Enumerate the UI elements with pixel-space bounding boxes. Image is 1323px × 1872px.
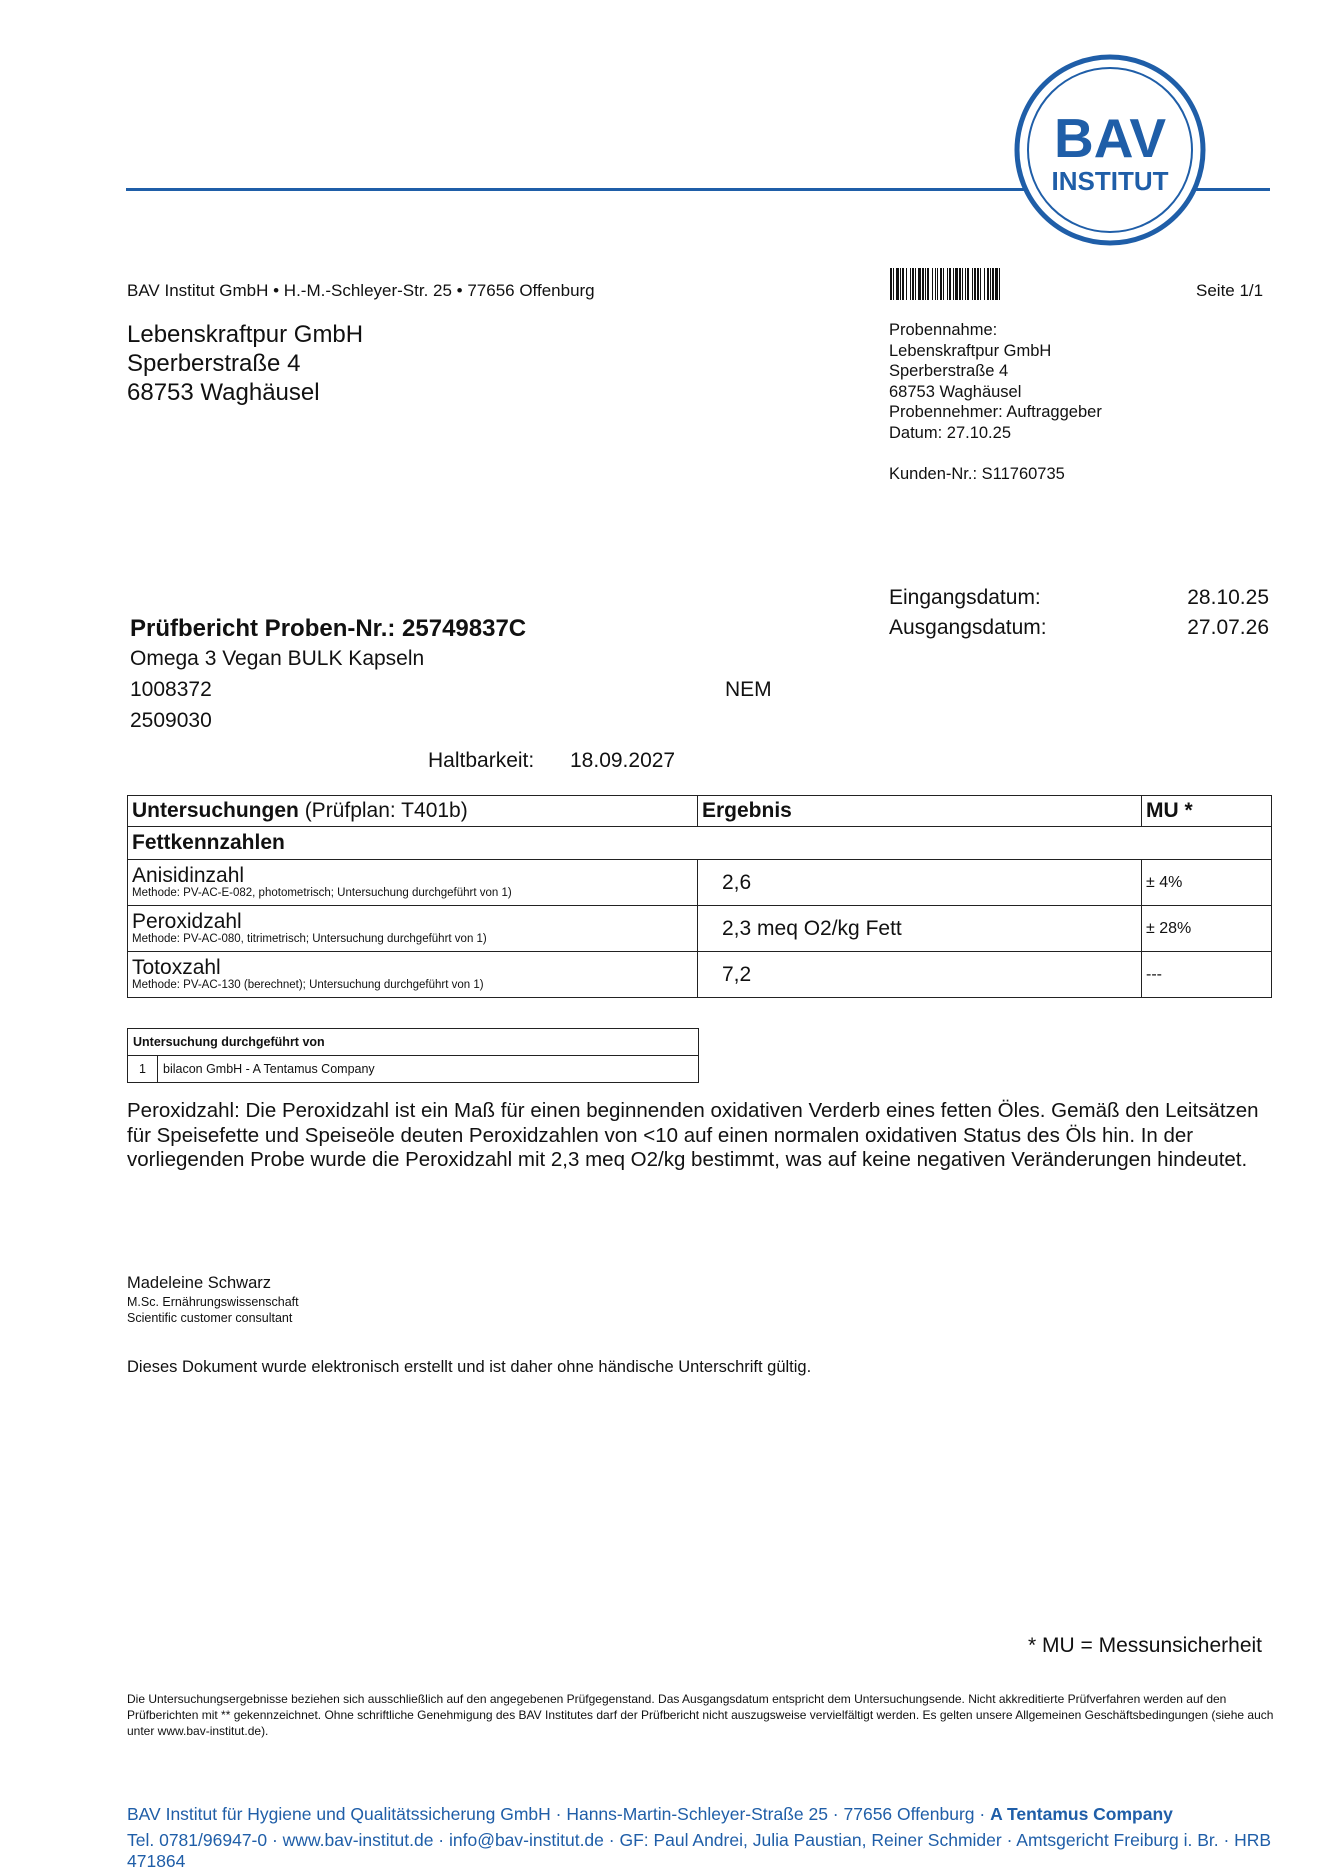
results-table bbox=[127, 795, 1272, 998]
mu-value: ± 4% bbox=[1142, 860, 1272, 906]
recipient-line: Lebenskraftpur GmbH bbox=[127, 321, 364, 348]
result-value: 2,6 bbox=[698, 860, 1142, 906]
barcode-bar bbox=[987, 268, 989, 300]
report-title: Prüfbericht Proben-Nr.: 25749837C bbox=[130, 615, 527, 642]
header-mu: MU * bbox=[1142, 796, 1272, 827]
signer-name: Madeleine Schwarz bbox=[127, 1274, 271, 1292]
barcode-bar bbox=[980, 268, 981, 300]
sampling-line: 68753 Waghäusel bbox=[889, 382, 1022, 401]
table-row bbox=[128, 952, 1272, 998]
disclaimer: Die Untersuchungsergebnisse beziehen sich ausschließlich auf den angegebenen Prüfgegenstand. Das Ausgangsdatum entspricht dem Untersuchungsende. Nicht akkreditierte Prüfverfahren werden auf den Prüfberichten mit ** gekennzeichnet. Ohne schriftliche Genehmigung des BAV Institutes darf der Prüfbericht nicht auszugsweise vervielfältigt werden. Es gelten unsere Allgemeinen Geschäftsbedingungen (siehe auch unter www.bav-institut.de). bbox=[127, 1692, 1274, 1738]
barcode-bar bbox=[937, 268, 938, 300]
sampling-line: Sperberstraße 4 bbox=[889, 362, 1009, 380]
footer-company: BAV Institut für Hygiene und Qualitätssicherung GmbH · Hanns-Martin-Schleyer-Straße 25 · 77656 Offenburg · bbox=[127, 1804, 991, 1824]
lab-number: 1 bbox=[128, 1056, 158, 1083]
barcode-bar bbox=[943, 268, 944, 300]
footer-line-1 bbox=[127, 1804, 1173, 1825]
barcode-bar bbox=[922, 268, 924, 300]
parameter-method: Methode: PV-AC-E-082, photometrisch; Untersuchung durchgeführt von 1) bbox=[132, 887, 512, 899]
barcode-bar bbox=[967, 268, 969, 300]
recipient-line: 68753 Waghäusel bbox=[127, 379, 320, 406]
group-row bbox=[128, 827, 1272, 860]
header-exam bbox=[128, 796, 698, 827]
sampling-line: Probennehmer: Auftraggeber bbox=[889, 403, 1102, 421]
sampling-line: Datum: 27.10.25 bbox=[889, 423, 1011, 442]
barcode-bar bbox=[927, 268, 929, 300]
bav-logo bbox=[1012, 52, 1208, 248]
sampling-info bbox=[889, 320, 1102, 443]
mu-definition: * MU = Messunsicherheit bbox=[1028, 1634, 1263, 1657]
table-row bbox=[128, 1056, 699, 1083]
barcode bbox=[890, 268, 1116, 300]
batch-code: 2509030 bbox=[130, 709, 212, 732]
shelf-life-label: Haltbarkeit: bbox=[428, 749, 535, 772]
header-plan: (Prüfplan: T401b) bbox=[304, 799, 468, 822]
page-number: Seite 1/1 bbox=[1196, 281, 1264, 300]
table-row bbox=[128, 906, 1272, 952]
barcode-bar bbox=[906, 268, 907, 300]
header-result: Ergebnis bbox=[698, 796, 1142, 827]
shelf-life-value: 18.09.2027 bbox=[570, 749, 676, 772]
barcode-bar bbox=[918, 268, 921, 300]
barcode-bar bbox=[977, 268, 979, 300]
recipient-address bbox=[127, 320, 363, 407]
barcode-bar bbox=[955, 268, 958, 300]
barcode-bar bbox=[893, 268, 894, 300]
header-exam-label: Untersuchungen bbox=[132, 799, 299, 822]
signer-title: M.Sc. Ernährungswissenschaft bbox=[127, 1295, 299, 1309]
product-category: NEM bbox=[725, 678, 772, 701]
parameter-method: Methode: PV-AC-080, titrimetrisch; Untersuchung durchgeführt von 1) bbox=[132, 933, 487, 945]
footer-brand: A Tentamus Company bbox=[990, 1804, 1173, 1824]
signer-details bbox=[127, 1294, 299, 1326]
parameter-cell bbox=[128, 860, 698, 906]
result-value: 2,3 meq O2/kg Fett bbox=[698, 906, 1142, 952]
sender-line: BAV Institut GmbH • H.-M.-Schleyer-Str. 25 • 77656 Offenburg bbox=[127, 281, 595, 300]
barcode-bar bbox=[915, 268, 916, 300]
barcode-bar bbox=[947, 268, 948, 300]
table-row bbox=[128, 860, 1272, 906]
barcode-bar bbox=[940, 268, 942, 300]
mu-value: ± 28% bbox=[1142, 906, 1272, 952]
electronic-notice: Dieses Dokument wurde elektronisch erstellt und ist daher ohne händische Unterschrift gültig. bbox=[127, 1358, 812, 1376]
product-name: Omega 3 Vegan BULK Kapseln bbox=[130, 647, 425, 670]
barcode-bar bbox=[992, 268, 994, 300]
barcode-bar bbox=[999, 268, 1000, 300]
parameter-name: Totoxzahl bbox=[132, 956, 221, 979]
parameter-name: Anisidinzahl bbox=[132, 864, 245, 887]
issue-date-value: 27.07.26 bbox=[1187, 616, 1269, 639]
interpretation-note: Peroxidzahl: Die Peroxidzahl ist ein Maß für einen beginnenden oxidativen Verderb eines fetten Öles. Gemäß den Leitsätzen für Speisefette und Speiseöle deuten Peroxidzahlen von <10 auf einen normalen oxidativen Status des Öls hin. In der vorliegenden Probe wurde die Peroxidzahl mit 2,3 meq O2/kg bestimmt, was auf keine negativen Veränderungen hindeutet. bbox=[127, 1099, 1259, 1171]
barcode-bar bbox=[959, 268, 961, 300]
barcode-bar bbox=[962, 268, 963, 300]
product-code: 1008372 bbox=[130, 678, 212, 701]
barcode-bar bbox=[935, 268, 936, 300]
receipt-date-label: Eingangsdatum: bbox=[889, 586, 1041, 609]
barcode-bar bbox=[890, 268, 892, 300]
mu-value: --- bbox=[1142, 952, 1272, 998]
barcode-bar bbox=[972, 268, 973, 300]
issue-date-label: Ausgangsdatum: bbox=[889, 616, 1047, 639]
recipient-line: Sperberstraße 4 bbox=[127, 350, 301, 377]
table-header-row bbox=[128, 796, 1272, 827]
barcode-bar bbox=[974, 268, 976, 300]
dates-block bbox=[889, 583, 1269, 643]
barcode-bar bbox=[910, 268, 911, 300]
barcode-bar bbox=[896, 268, 899, 300]
sampling-line: Probennahme: bbox=[889, 321, 998, 339]
barcode-bar bbox=[949, 268, 951, 300]
barcode-bar bbox=[900, 268, 901, 300]
performed-by-table bbox=[127, 1028, 699, 1083]
barcode-bar bbox=[932, 268, 933, 300]
receipt-date-value: 28.10.25 bbox=[1187, 586, 1269, 609]
result-value: 7,2 bbox=[698, 952, 1142, 998]
lab-name: bilacon GmbH - A Tentamus Company bbox=[158, 1056, 699, 1083]
footer-line-2: Tel. 0781/96947-0 · www.bav-institut.de · info@bav-institut.de · GF: Paul Andrei, Julia Paustian, Reiner Schmider · Amtsgericht Freiburg i. Br. · HRB 471864 bbox=[127, 1830, 1272, 1871]
parameter-method: Methode: PV-AC-130 (berechnet); Untersuchung durchgeführt von 1) bbox=[132, 979, 484, 991]
group-label: Fettkennzahlen bbox=[128, 827, 1272, 860]
barcode-bar bbox=[995, 268, 998, 300]
signer-role: Scientific customer consultant bbox=[127, 1311, 293, 1325]
performed-by-header: Untersuchung durchgeführt von bbox=[128, 1029, 699, 1056]
customer-number: Kunden-Nr.: S11760735 bbox=[889, 465, 1065, 483]
parameter-name: Peroxidzahl bbox=[132, 910, 242, 933]
barcode-bar bbox=[984, 268, 985, 300]
sampling-line: Lebenskraftpur GmbH bbox=[889, 341, 1052, 360]
barcode-bar bbox=[990, 268, 991, 300]
parameter-cell bbox=[128, 906, 698, 952]
barcode-bar bbox=[912, 268, 914, 300]
barcode-bar bbox=[953, 268, 954, 300]
parameter-cell bbox=[128, 952, 698, 998]
logo-text-institut: INSTITUT bbox=[1051, 166, 1169, 196]
barcode-bar bbox=[925, 268, 926, 300]
logo-text-bav: BAV bbox=[1053, 107, 1167, 169]
barcode-bar bbox=[965, 268, 966, 300]
barcode-bar bbox=[902, 268, 904, 300]
